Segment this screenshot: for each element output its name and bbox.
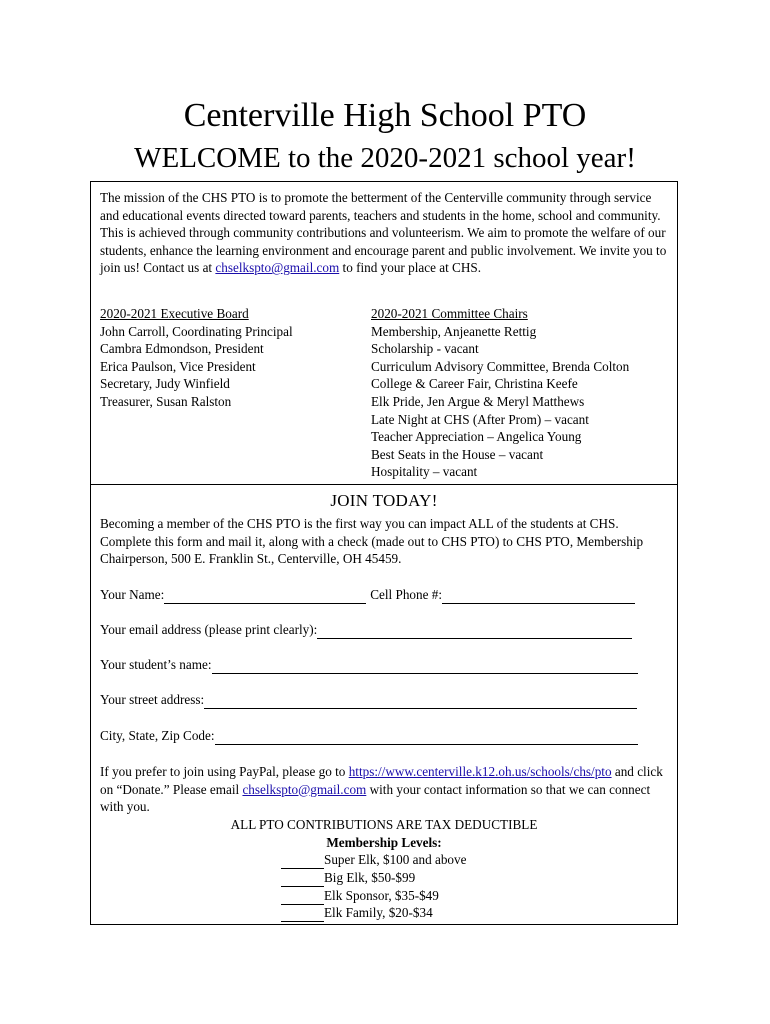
- street-row: [100, 691, 637, 709]
- student-row: [100, 656, 638, 674]
- committee-chair: Late Night at CHS (After Prom) – vacant: [371, 411, 589, 427]
- committee-chair: Teacher Appreciation – Angelica Young: [371, 429, 582, 445]
- executive-board: [100, 305, 360, 411]
- mission-text-end: to find your place at CHS.: [339, 260, 481, 276]
- committee-chair: Best Seats in the House – vacant: [371, 446, 544, 462]
- street-address-field[interactable]: [204, 695, 637, 709]
- name-phone-row: [100, 586, 635, 604]
- committee-chairs-heading: 2020-2021 Committee Chairs: [371, 306, 528, 321]
- section-divider: [91, 484, 677, 485]
- page-title: Centerville High School PTO: [183, 97, 587, 134]
- join-heading: JOIN TODAY!: [330, 491, 438, 510]
- board-member: Treasurer, Susan Ralston: [100, 393, 232, 409]
- level-label: Elk Sponsor, $35-$49: [324, 888, 439, 903]
- student-name-field[interactable]: [212, 660, 638, 674]
- board-member: Cambra Edmondson, President: [100, 341, 264, 357]
- form-box: [90, 181, 678, 925]
- level-check-blank[interactable]: [281, 892, 324, 905]
- phone-field[interactable]: [442, 590, 635, 604]
- board-member: Erica Paulson, Vice President: [100, 358, 256, 374]
- paypal-instructions: [100, 763, 672, 816]
- level-label: Super Elk, $100 and above: [324, 852, 467, 867]
- committee-chair: Membership, Anjeanette Rettig: [371, 323, 537, 339]
- email-label: Your email address (please print clearly):: [100, 622, 318, 637]
- city-state-zip-field[interactable]: [215, 731, 638, 745]
- join-instructions: Becoming a member of the CHS PTO is the first way you can impact ALL of the students at CHS. Complete this form and mail it, along with a check (made out to CHS PTO) to CHS PTO, Membership Chairperson, 500 E. Franklin St., Centerville, OH 45459.: [100, 516, 644, 567]
- student-label: Your student’s name:: [100, 657, 212, 672]
- paypal-text: If you prefer to join using PayPal, please go to: [100, 764, 349, 779]
- paypal-text: with your contact information so that we can connect with you.: [100, 781, 651, 815]
- name-field[interactable]: [164, 590, 366, 604]
- board-member: Secretary, Judy Winfield: [100, 376, 230, 392]
- committee-chair: Scholarship - vacant: [371, 341, 479, 357]
- paypal-email-link[interactable]: chselkspto@gmail.com: [242, 781, 367, 797]
- paypal-text: and click on “Donate.” Please email: [100, 764, 663, 797]
- paypal-url-link[interactable]: https://www.centerville.k12.oh.us/schools/chs/pto: [348, 764, 612, 779]
- email-field[interactable]: [317, 625, 632, 639]
- level-label: Big Elk, $50-$99: [324, 870, 416, 885]
- city-label: City, State, Zip Code:: [100, 728, 215, 743]
- board-member: John Carroll, Coordinating Principal: [100, 323, 293, 339]
- mission-statement: [100, 189, 672, 277]
- membership-level: [281, 904, 433, 922]
- committee-chair: Elk Pride, Jen Argue & Meryl Matthews: [371, 393, 585, 409]
- membership-level: [281, 851, 466, 869]
- committee-chairs: [371, 305, 671, 481]
- committee-chair: Hospitality – vacant: [371, 464, 478, 480]
- level-check-blank[interactable]: [281, 874, 324, 887]
- name-label: Your Name:: [100, 587, 165, 602]
- mission-email-link[interactable]: chselkspto@gmail.com: [215, 260, 340, 276]
- street-label: Your street address:: [100, 692, 205, 707]
- email-row: [100, 621, 632, 639]
- membership-level: [281, 869, 415, 887]
- committee-chair: College & Career Fair, Christina Keefe: [371, 376, 578, 392]
- committee-chair: Curriculum Advisory Committee, Brenda Colton: [371, 358, 630, 374]
- level-check-blank[interactable]: [281, 856, 324, 869]
- membership-levels-heading: Membership Levels:: [326, 835, 442, 850]
- page-subtitle: WELCOME to the 2020-2021 school year!: [134, 142, 636, 174]
- city-row: [100, 727, 638, 745]
- tax-deductible-note: ALL PTO CONTRIBUTIONS ARE TAX DEDUCTIBLE: [230, 817, 538, 832]
- mission-text: The mission of the CHS PTO is to promote the betterment of the Centerville community through service and educational events directed toward parents, teachers and students in the home, school and community. This is achieved through community contributions and volunteerism. We aim to promote the welfare of our students, enhance the learning environment and encourage parent and public involvement. We invite you to join us! Contact us at: [100, 190, 667, 276]
- level-label: Elk Family, $20-$34: [324, 905, 433, 920]
- phone-label: Cell Phone #:: [370, 587, 443, 602]
- executive-board-heading: 2020-2021 Executive Board: [100, 306, 249, 321]
- membership-level: [281, 887, 439, 905]
- level-check-blank[interactable]: [281, 909, 324, 922]
